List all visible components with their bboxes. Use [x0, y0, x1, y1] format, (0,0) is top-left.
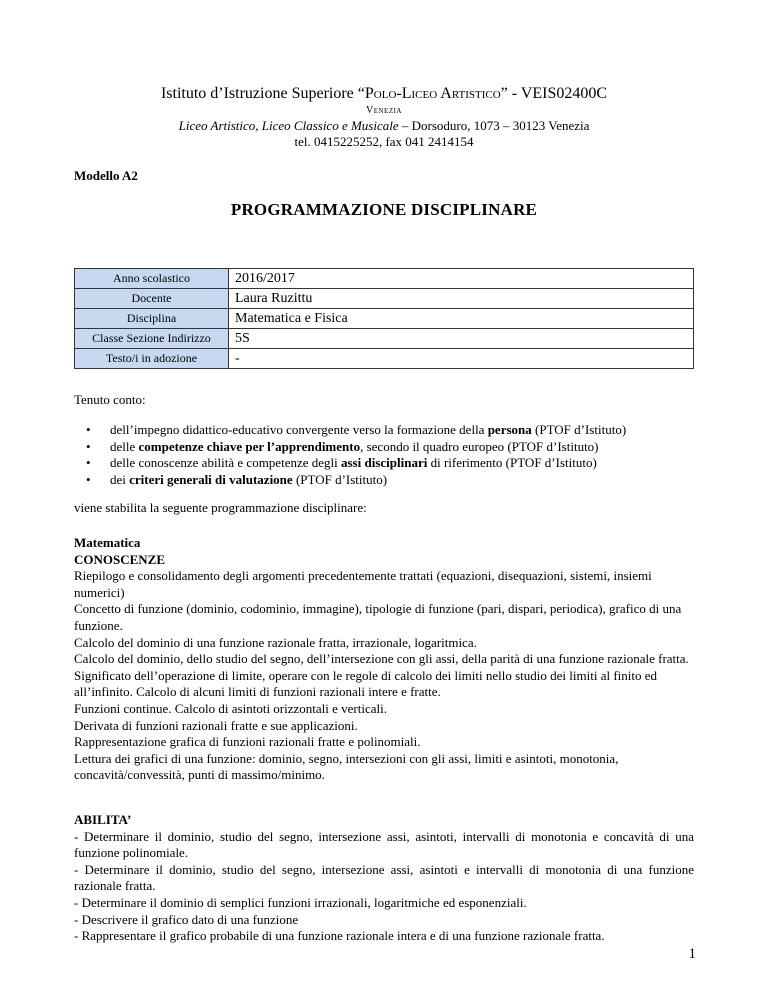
institute-name: Istituto d’Istruzione Superiore “Polo-Liceo Artistico” - VEIS02400C — [160, 85, 608, 102]
table-row: Disciplina Matematica e Fisica — [75, 309, 694, 329]
knowledge-item: Calcolo del dominio, dello studio del segno, dell’intersezione con gli assi, della parità di una funzione razionale fratta. — [74, 651, 689, 667]
skills-section — [74, 812, 694, 945]
list-item: • delle conoscenze abilità e competenze degli assi disciplinari di riferimento (PTOF d’Istituto) — [100, 455, 694, 472]
schools-address: Liceo Artistico, Liceo Classico e Musicale – Dorsoduro, 1073 – 30123 Venezia — [178, 118, 590, 133]
list-item: • dei criteri generali di valutazione (PTOF d’Istituto) — [100, 472, 694, 489]
page-number: 1 — [688, 946, 696, 962]
list-item: • delle competenze chiave per l’apprendimento, secondo il quadro europeo (PTOF d’Istituto) — [100, 439, 694, 456]
model-label: Modello A2 — [74, 168, 138, 183]
contacts: tel. 0415225252, fax 041 2414154 — [294, 134, 474, 149]
page-title: PROGRAMMAZIONE DISCIPLINARE — [230, 200, 538, 219]
skill-item: - Determinare il dominio, studio del segno, intersezione assi, asintoti e intervalli di monotonia di una funzione razionale fratta. — [74, 861, 694, 894]
table-row: Classe Sezione Indirizzo 5S — [75, 329, 694, 349]
criteria-list — [74, 422, 694, 488]
knowledge-item: Rappresentazione grafica di funzioni razionali fratte e polinomiali. — [74, 734, 421, 750]
knowledge-item: Riepilogo e consolidamento degli argomenti precedentemente trattati (equazioni, disequazioni, sistemi, insiemi numerici) — [74, 568, 652, 600]
table-row: Docente Laura Ruzittu — [75, 289, 694, 309]
knowledge-item: Concetto di funzione (dominio, codominio, immagine), tipologie di funzione (pari, dispari, periodica), grafico di una funzione. — [74, 601, 682, 633]
list-item: • dell’impegno didattico-educativo convergente verso la formazione della persona (PTOF d’Istituto) — [100, 422, 694, 439]
knowledge-heading: CONOSCENZE — [74, 551, 166, 567]
table-row: Testo/i in adozione - — [75, 349, 694, 369]
intro-text: Tenuto conto: — [74, 392, 146, 407]
knowledge-item: Significato dell’operazione di limite, operare con le regole di calcolo dei limiti nello studio dei limiti al finito ed all’infinito. Calcolo di alcuni limiti di funzioni razionali intere e fratte. — [74, 667, 658, 700]
info-table — [74, 268, 694, 369]
knowledge-item: Derivata di funzioni razionali fratte e sue applicazioni. — [74, 717, 358, 733]
skills-heading: ABILITA’ — [74, 812, 132, 827]
skill-item: - Determinare il dominio, studio del segno, intersezione assi, asintoti, intervalli di monotonia e concavità di una funzione polinomiale. — [74, 828, 694, 861]
table-row: Anno scolastico 2016/2017 — [75, 269, 694, 289]
knowledge-item: Funzioni continue. Calcolo di asintoti orizzontali e verticali. — [74, 700, 388, 716]
skill-item: - Rappresentare il grafico probabile di una funzione razionale intera e di una funzione razionale fratta. — [74, 928, 605, 944]
knowledge-item: Calcolo del dominio di una funzione razionale fratta, irrazionale, logaritmica. — [74, 634, 477, 650]
skill-item: - Descrivere il grafico dato di una funzione — [74, 911, 299, 927]
document-header — [0, 84, 768, 150]
city-name: Venezia — [366, 105, 402, 116]
skill-item: - Determinare il dominio di semplici funzioni irrazionali, logaritmiche ed esponenziali. — [74, 894, 527, 910]
knowledge-item: Lettura dei grafici di una funzione: dominio, segno, intersezioni con gli assi, limiti e asintoti, monotonia, concavità/convessità, punti di massimo/minimo. — [74, 750, 619, 783]
knowledge-section — [74, 535, 694, 784]
closing-text: viene stabilita la seguente programmazione disciplinare: — [74, 500, 367, 515]
subject-heading: Matematica — [74, 535, 141, 550]
